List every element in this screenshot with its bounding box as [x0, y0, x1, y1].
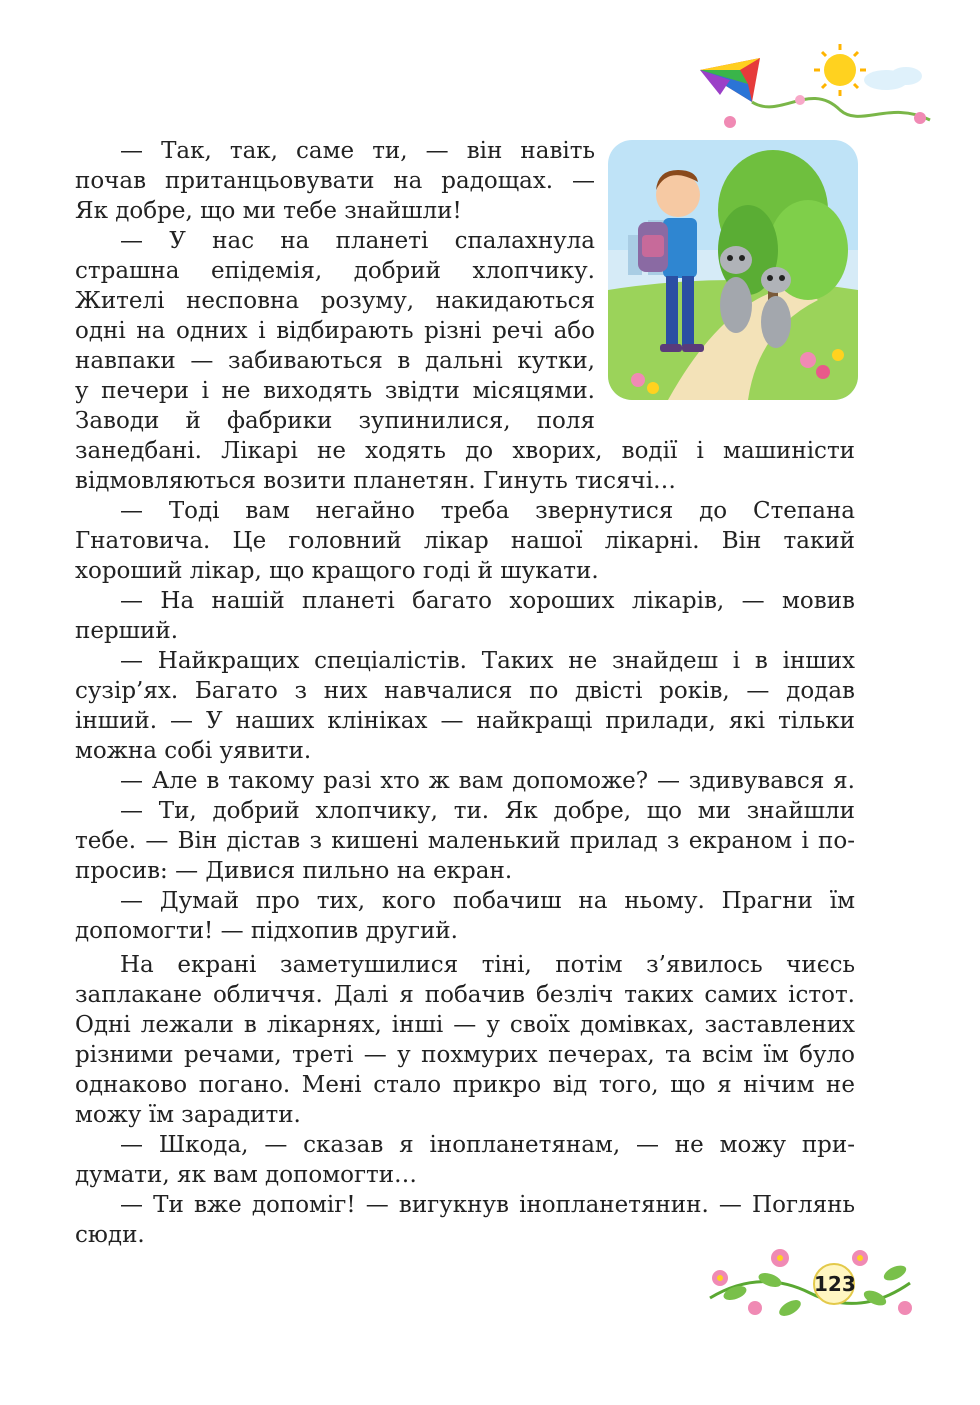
text-line: допомогти! — підхопив другий.: [75, 918, 458, 944]
text-line: відмовляються возити планетян. Гинуть тисячі…: [75, 468, 677, 494]
text-line: — Ти вже допоміг! — вигукнув інопланетянин. — Поглянь: [120, 1192, 855, 1218]
text-line: Гнатовича. Це головний лікар нашої лікарні. Він такий: [75, 528, 855, 554]
text-line: сузір’ях. Багато з них навчалися по двісті років, — додав: [75, 678, 855, 704]
text-line: перший.: [75, 618, 179, 644]
text-line: хороший лікар, що кращого годі й шукати.: [75, 558, 599, 584]
text-line: просив: — Дивися пильно на екран.: [75, 858, 513, 884]
text-line: — Ти, добрий хлопчику, ти. Як добре, що ми знайшли: [120, 798, 855, 824]
text-line: Як добре, що ми тебе знайшли!: [75, 198, 462, 224]
kite-icon: [700, 58, 760, 102]
text-line: навпаки — забиваються в дальні кутки,: [75, 348, 595, 374]
text-line: — На нашій планеті багато хороших лікарів, — мовив: [120, 588, 855, 614]
text-line: — У нас на планеті спалахнула: [120, 228, 595, 254]
text-line: можу їм зарадити.: [75, 1102, 301, 1128]
text-line: — Але в такому разі хто ж вам допоможе? — здивувався я.: [120, 768, 855, 794]
text-line: однаково погано. Мені стало прикро від того, що я нічим не: [75, 1072, 855, 1098]
text-line: можна собі уявити.: [75, 738, 312, 764]
text-line: заплакане обличчя. Далі я побачив безліч таких самих істот.: [75, 982, 855, 1008]
text-line: — Найкращих спеціалістів. Таких не знайдеш і в інших: [120, 648, 855, 674]
boy-with-aliens-illustration: [608, 140, 858, 400]
kite-sun-decoration-icon: [690, 40, 950, 140]
text-line: у печери і не виходять звідти місяцями.: [75, 378, 595, 404]
text-line: тебе. — Він дістав з кишені маленький прилад з екраном і по-: [75, 828, 855, 854]
page-number: 123: [814, 1272, 856, 1296]
text-line: Жителі несповна розуму, накидаються: [75, 288, 595, 314]
text-line: сюди.: [75, 1222, 145, 1248]
text-line: — Шкода, — сказав я інопланетянам, — не можу при-: [120, 1132, 855, 1158]
text-line: Заводи й фабрики зупинилися, поля: [75, 408, 595, 434]
sun-icon: [814, 44, 866, 96]
text-line: — Тоді вам негайно треба звернутися до Степана: [120, 498, 855, 524]
text-line: — Так, так, саме ти, — він навіть: [120, 138, 595, 164]
text-line: почав пританцьовувати на радощах. —: [75, 168, 595, 194]
text-line: інший. — У наших клініках — найкращі прилади, які тільки: [75, 708, 855, 734]
text-line: занедбані. Лікарі не ходять до хворих, водії і машиністи: [75, 438, 855, 464]
text-line: думати, як вам допомогти…: [75, 1162, 418, 1188]
text-line: страшна епідемія, добрий хлопчику.: [75, 258, 595, 284]
text-line: Одні лежали в лікарнях, інші — у своїх домівках, заставлених: [75, 1012, 855, 1038]
text-line: На екрані заметушилися тіні, потім з’явилось чиєсь: [120, 952, 855, 978]
text-line: одні на одних і відбирають різні речі або: [75, 318, 595, 344]
text-line: різними речами, треті — у похмурих печерах, та всім їм було: [75, 1042, 855, 1068]
flower-wreath-icon: [700, 1238, 920, 1328]
text-line: — Думай про тих, кого побачиш на ньому. Прагни їм: [120, 888, 855, 914]
